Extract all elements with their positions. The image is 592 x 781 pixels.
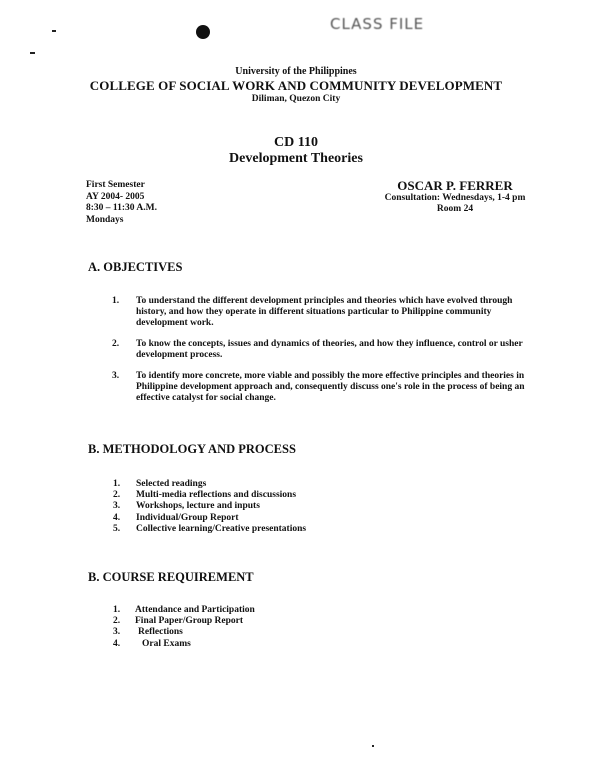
list-item: 3. Workshops, lecture and inputs [113,501,260,512]
requirements-heading: B. COURSE REQUIREMENT [88,570,254,584]
list-item: 5. Collective learning/Creative presentations [113,523,307,534]
schedule-block [86,180,157,226]
instructor-block [360,178,550,215]
class-day: Mondays [86,214,124,225]
course-code: CD 110 [274,135,318,150]
class-time: 8:30 – 11:30 A.M. [86,203,157,213]
scan-speck [372,745,374,747]
requirements-list [113,605,255,650]
methodology-heading: B. METHODOLOGY AND PROCESS [88,442,296,456]
list-item: 4. Oral Exams [113,638,191,649]
punch-hole-mark [196,25,210,39]
methodology-list [113,479,306,535]
faded-stamp: CLASS FILE [330,15,425,33]
academic-year: AY 2004- 2005 [86,191,145,202]
college-name: COLLEGE OF SOCIAL WORK AND COMMUNITY DEVELOPMENT [89,78,503,93]
scan-speck [30,52,35,54]
course-title: Development Theories [229,151,363,166]
list-item: 1. Attendance and Participation [113,605,255,615]
instructor-name: OSCAR P. FERRER [397,178,513,193]
consultation-hours: Consultation: Wednesdays, 1-4 pm [384,193,526,203]
list-item: 3. Reflections [113,627,183,638]
objectives-list [112,296,532,404]
list-item: 2. Multi-media reflections and discussions [113,490,297,501]
list-item: 1. Selected readings [113,479,207,489]
list-item: 2. To know the concepts, issues and dynamics of theories, and how they influence, control or usher development process. [112,339,523,360]
objectives-heading: A. OBJECTIVES [88,260,183,274]
list-item: 2. Final Paper/Group Report [113,616,244,627]
list-item: 3. To identify more concrete, more viable and possibly the more effective principles and theories in Philippine development approach and, consequently discuss one's role in the process of being an effective catalyst for social change. [112,371,525,403]
room: Room 24 [436,204,474,214]
semester: First Semester [86,180,145,190]
scan-speck [52,30,56,32]
university-name: University of the Philippines [235,66,357,77]
list-item: 1. To understand the different development principles and theories which have evolved through history, and how they operate in different situations particular to Philippine community development work. [112,296,513,328]
college-location: Diliman, Quezon City [251,94,341,104]
list-item: 4. Individual/Group Report [113,512,239,523]
